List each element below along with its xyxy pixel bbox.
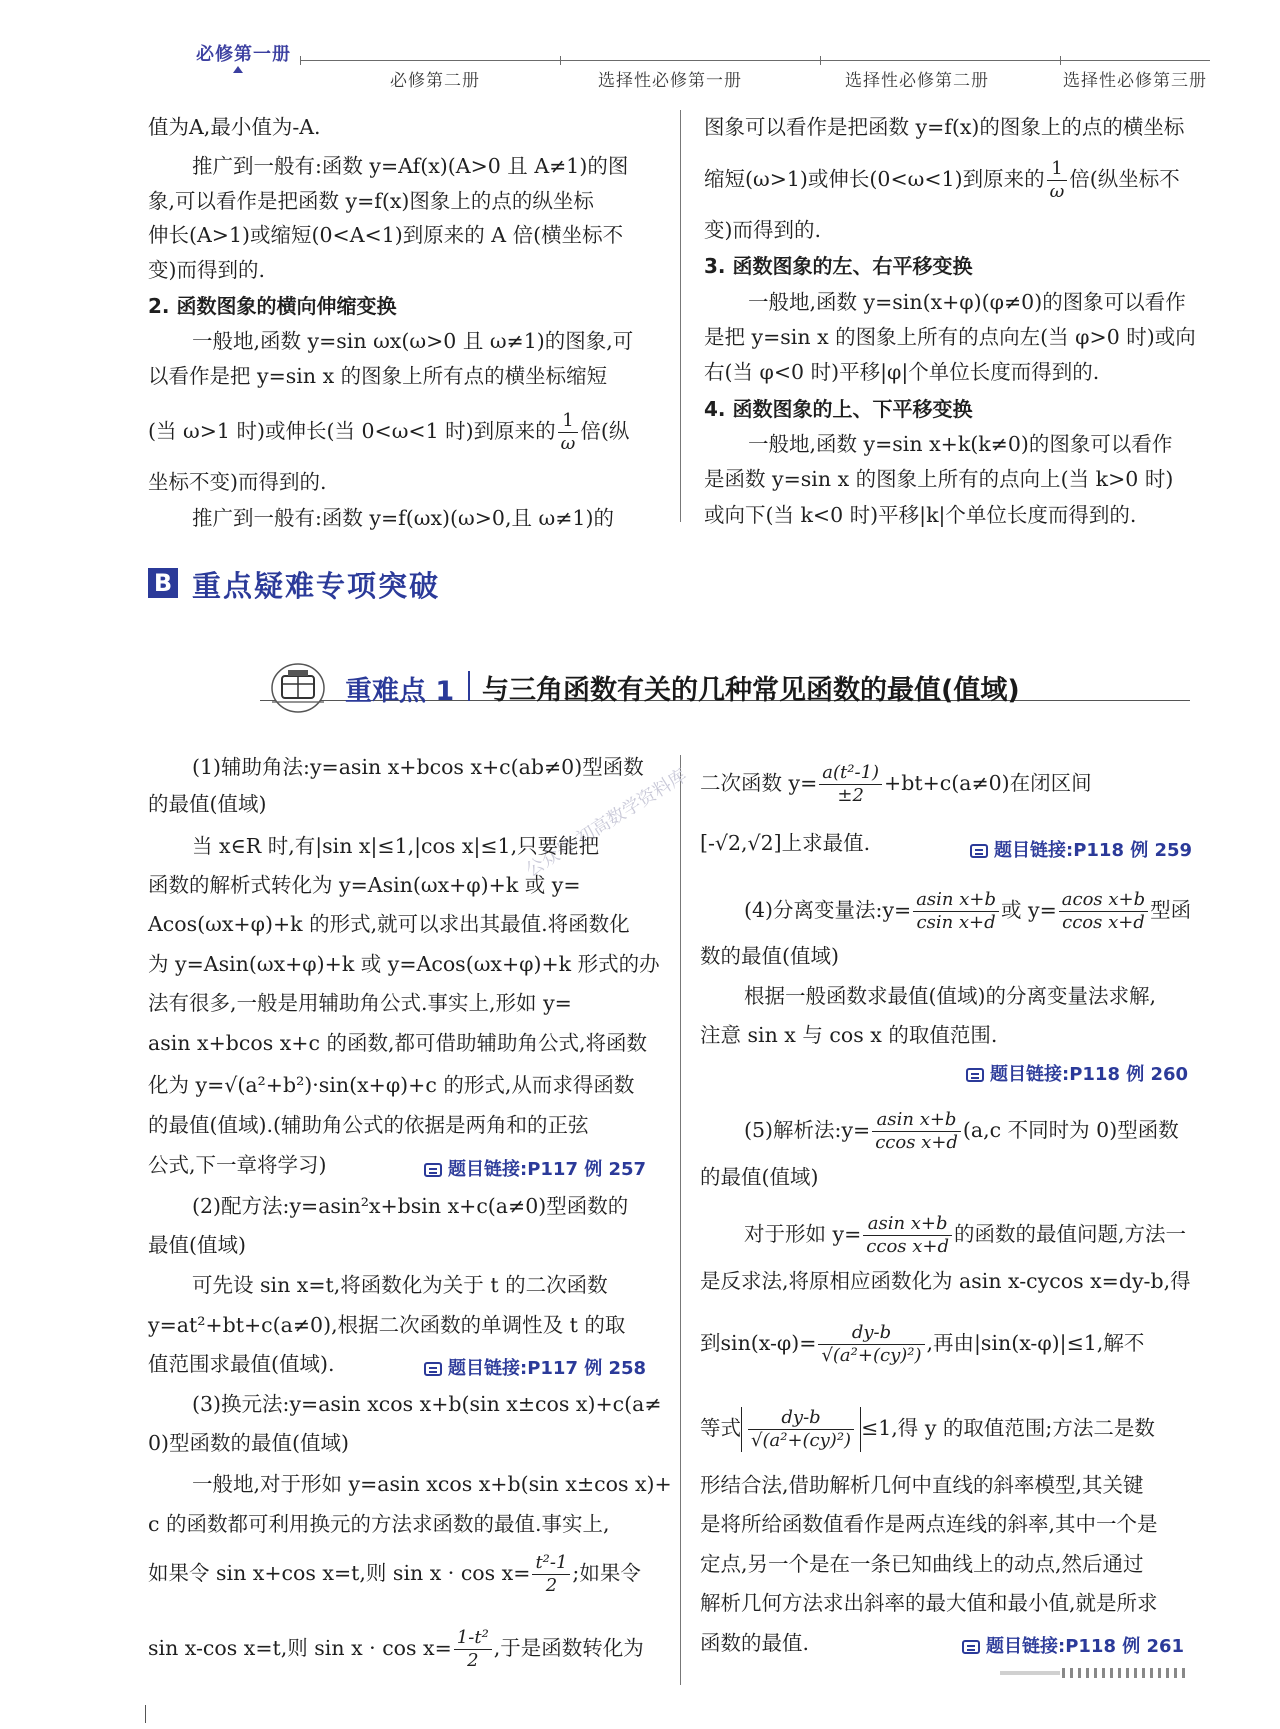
link-chat-icon <box>424 1362 442 1376</box>
nav-current-book[interactable]: 必修第一册 <box>196 44 291 65</box>
fraction-separate-sin: $\frac{\text{asin x+b}}{\text{csin x+d}}$ <box>913 889 999 934</box>
left-top-line-9: (当 ω>1 时)或伸长(当 0<ω<1 时)到原来的 $\frac{1}{\omega}$ 倍(纵 <box>148 410 630 454</box>
footer-tick <box>145 1705 146 1723</box>
right-top-line-3: 变)而得到的. <box>704 218 822 242</box>
left-top-line-5: 变)而得到的. <box>148 258 266 282</box>
left-bottom-line: 如果令 sin x+cos x=t,则 sin x · cos x= $\frac{\text{t²-1}}{2}$ ;如果令 <box>148 1552 641 1596</box>
watermark: 公众号·初高数学资料库 <box>522 764 691 882</box>
nav-tick <box>1060 56 1061 65</box>
problem-link-260[interactable]: 题目链接:P118 例 260 <box>966 1060 1188 1086</box>
section-b-badge: B <box>148 568 178 598</box>
left-top-line-10: 坐标不变)而得到的. <box>148 470 327 494</box>
left-bottom-line: Acos(ωx+φ)+k 的形式,就可以求出其最值.将函数化 <box>148 912 630 936</box>
right-top-line-5: 一般地,函数 y=sin(x+φ)(φ≠0)的图象可以看作 <box>748 290 1186 314</box>
key-point-title: 与三角函数有关的几种常见函数的最值(值域) <box>482 675 1020 706</box>
nav-tick <box>300 56 301 65</box>
left-bottom-line: y=at²+bt+c(a≠0),根据二次函数的单调性及 t 的取 <box>148 1313 626 1337</box>
fraction-analytic: $\frac{\text{asin x+b}}{\text{ccos x+d}}$ <box>863 1213 952 1258</box>
nav-current-marker-icon <box>233 66 243 73</box>
left-bottom-line: 公式,下一章将学习) <box>148 1153 327 1177</box>
left-bottom-line: 当 x∈R 时,有|sin x|≤1,|cos x|≤1,只要能把 <box>192 834 600 858</box>
fraction-one-over-omega: $\frac{1}{\omega}$ <box>1047 158 1068 203</box>
link-chat-icon <box>424 1163 442 1177</box>
key-point-label: 重难点 1 <box>345 676 455 707</box>
right-bottom-line: 形结合法,借助解析几何中直线的斜率模型,其关键 <box>700 1473 1144 1497</box>
left-bottom-line: 值范围求最值(值域). <box>148 1352 335 1376</box>
fraction-analytic: $\frac{\text{asin x+b}}{\text{ccos x+d}}$ <box>872 1109 961 1154</box>
fraction-t2-minus-1-over-2: $\frac{\text{t²-1}}{2}$ <box>532 1552 570 1597</box>
right-bottom-line: 二次函数 y= $\frac{\text{a(t²-1)}}{\pm 2}$ +bt+c(a≠0)在闭区间 <box>700 762 1092 806</box>
left-bottom-line: 一般地,对于形如 y=asin xcos x+b(sin x±cos x)+ <box>192 1472 672 1496</box>
right-bottom-line: [-√2,√2]上求最值. <box>700 831 871 855</box>
left-top-line-1: 值为A,最小值为-A. <box>148 115 321 139</box>
key-point-books-icon <box>268 658 328 714</box>
link-chat-icon <box>962 1640 980 1654</box>
left-top-line-2: 推广到一般有:函数 y=Af(x)(A>0 且 A≠1)的图 <box>192 154 629 178</box>
heading-vertical-shift: 4. 函数图象的上、下平移变换 <box>704 397 973 421</box>
right-bottom-line: 根据一般函数求最值(值域)的分离变量法求解, <box>744 984 1157 1008</box>
left-bottom-line: 化为 y=√(a²+b²)·sin(x+φ)+c 的形式,从而求得函数 <box>148 1073 635 1097</box>
method-3-title: (3)换元法:y=asin xcos x+b(sin x±cos x)+c(a≠ <box>192 1392 662 1416</box>
right-bottom-line: 是反求法,将原相应函数化为 asin x-cycos x=dy-b,得 <box>700 1269 1191 1293</box>
left-bottom-line: 的最值(值域).(辅助角公式的依据是两角和的正弦 <box>148 1113 589 1137</box>
left-bottom-line: 法有很多,一般是用辅助角公式.事实上,形如 y= <box>148 991 572 1015</box>
nav-rule <box>300 60 1210 61</box>
link-chat-icon <box>970 844 988 858</box>
right-top-line-2: 缩短(ω>1)或伸长(0<ω<1)到原来的 $\frac{1}{\omega}$ 倍(纵坐标不 <box>704 158 1180 202</box>
left-bottom-line: 函数的解析式转化为 y=Asin(ωx+φ)+k 或 y= <box>148 873 581 897</box>
problem-link-259[interactable]: 题目链接:P118 例 259 <box>970 836 1192 862</box>
problem-link-257[interactable]: 题目链接:P117 例 257 <box>424 1155 646 1181</box>
problem-link-258[interactable]: 题目链接:P117 例 258 <box>424 1354 646 1380</box>
section-b-title: 重点疑难专项突破 <box>192 569 441 603</box>
right-top-line-7: 右(当 φ<0 时)平移|φ|个单位长度而得到的. <box>704 360 1100 384</box>
key-point-separator <box>468 671 470 701</box>
link-chat-icon <box>966 1068 984 1082</box>
nav-item-elective-1[interactable]: 选择性必修第一册 <box>598 71 742 91</box>
right-bottom-line: 注意 sin x 与 cos x 的取值范围. <box>700 1023 998 1047</box>
fraction-separate-cos: $\frac{\text{acos x+b}}{\text{ccos x+d}}$ <box>1059 889 1148 934</box>
problem-link-261[interactable]: 题目链接:P118 例 261 <box>962 1632 1184 1658</box>
left-bottom-line: 的最值(值域) <box>148 792 267 816</box>
left-bottom-line: 0)型函数的最值(值域) <box>148 1431 350 1455</box>
column-divider <box>680 110 681 522</box>
fraction-dy-minus-b-abs: $\frac{dy-b}{\text{√(a²+(cy)²)}}$ <box>748 1407 854 1452</box>
column-divider <box>680 755 681 1685</box>
nav-item-elective-3[interactable]: 选择性必修第三册 <box>1063 71 1207 91</box>
right-bottom-line: 解析几何方法求出斜率的最大值和最小值,就是所求 <box>700 1591 1158 1615</box>
left-bottom-line: asin x+bcos x+c 的函数,都可借助辅助角公式,将函数 <box>148 1031 648 1055</box>
left-top-line-4: 伸长(A>1)或缩短(0<A<1)到原来的 A 倍(横坐标不 <box>148 223 624 247</box>
method-1-title: (1)辅助角法:y=asin x+bcos x+c(ab≠0)型函数 <box>192 755 644 779</box>
nav-item-book-2[interactable]: 必修第二册 <box>390 71 480 91</box>
method-5-title: (5)解析法:y= $\frac{\text{asin x+b}}{\text{ccos x+d}}$ (a,c 不同时为 0)型函数 <box>744 1109 1179 1153</box>
left-top-line-8: 以看作是把 y=sin x 的图象上所有点的横坐标缩短 <box>148 364 608 388</box>
right-bottom-line: 到sin(x-φ)= $\frac{dy-b}{\text{√(a²+(cy)²)}}$ ,再由|sin(x-φ)|≤1,解不 <box>700 1322 1145 1366</box>
left-bottom-line: 为 y=Asin(ωx+φ)+k 或 y=Acos(ωx+φ)+k 形式的办 <box>148 952 660 976</box>
left-bottom-line: sin x-cos x=t,则 sin x · cos x= $\frac{\text{1-t²}}{2}$ ,于是函数转化为 <box>148 1627 644 1671</box>
right-top-line-1: 图象可以看作是把函数 y=f(x)的图象上的点的横坐标 <box>704 115 1185 139</box>
nav-item-elective-2[interactable]: 选择性必修第二册 <box>845 71 989 91</box>
footer-decoration <box>1000 1668 1220 1678</box>
right-bottom-line: 对于形如 y= $\frac{\text{asin x+b}}{\text{ccos x+d}}$ 的函数的最值问题,方法一 <box>744 1213 1187 1257</box>
left-bottom-line: 可先设 sin x=t,将函数化为关于 t 的二次函数 <box>192 1273 608 1297</box>
right-bottom-line: 函数的最值. <box>700 1631 810 1655</box>
right-bottom-line: 是将所给函数值看作是两点连线的斜率,其中一个是 <box>700 1512 1158 1536</box>
right-bottom-line: 定点,另一个是在一条已知曲线上的动点,然后通过 <box>700 1552 1144 1576</box>
fraction-dy-minus-b: $\frac{dy-b}{\text{√(a²+(cy)²)}}$ <box>818 1322 924 1367</box>
right-top-line-6: 是把 y=sin x 的图象上所有的点向左(当 φ>0 时)或向 <box>704 325 1196 349</box>
left-bottom-line: 最值(值域) <box>148 1233 246 1257</box>
left-bottom-line: c 的函数都可利用换元的方法求函数的最值.事实上, <box>148 1512 610 1536</box>
right-top-line-11: 或向下(当 k<0 时)平移|k|个单位长度而得到的. <box>704 503 1137 527</box>
heading-horizontal-shift: 3. 函数图象的左、右平移变换 <box>704 254 973 278</box>
method-4-title: (4)分离变量法:y= $\frac{\text{asin x+b}}{\text{csin x+d}}$ 或 y= $\frac{\text{acos x+b}}{\text{ccos x+d}}$ 型函 <box>744 889 1192 933</box>
right-bottom-line: 数的最值(值域) <box>700 944 839 968</box>
right-top-line-9: 一般地,函数 y=sin x+k(k≠0)的图象可以看作 <box>748 432 1173 456</box>
method-2-title: (2)配方法:y=asin²x+bsin x+c(a≠0)型函数的 <box>192 1194 629 1218</box>
left-top-line-11: 推广到一般有:函数 y=f(ωx)(ω>0,且 ω≠1)的 <box>192 506 614 530</box>
right-bottom-line: 的最值(值域) <box>700 1165 819 1189</box>
nav-tick <box>560 56 561 65</box>
fraction-1-minus-t2-over-2: $\frac{\text{1-t²}}{2}$ <box>454 1627 492 1672</box>
fraction-one-over-omega: $\frac{1}{\omega}$ <box>558 410 579 455</box>
right-bottom-line: 等式 $\frac{dy-b}{\text{√(a²+(cy)²)}}$ ≤1,得 y 的取值范围;方法二是数 <box>700 1407 1155 1451</box>
left-top-line-7: 一般地,函数 y=sin ωx(ω>0 且 ω≠1)的图象,可 <box>192 329 634 353</box>
fraction-quadratic: $\frac{\text{a(t²-1)}}{\pm 2}$ <box>819 762 882 807</box>
heading-horizontal-scaling: 2. 函数图象的横向伸缩变换 <box>148 294 397 318</box>
right-top-line-10: 是函数 y=sin x 的图象上所有的点向上(当 k>0 时) <box>704 467 1174 491</box>
left-top-line-3: 象,可以看作是把函数 y=f(x)图象上的点的纵坐标 <box>148 189 594 213</box>
nav-tick <box>820 56 821 65</box>
